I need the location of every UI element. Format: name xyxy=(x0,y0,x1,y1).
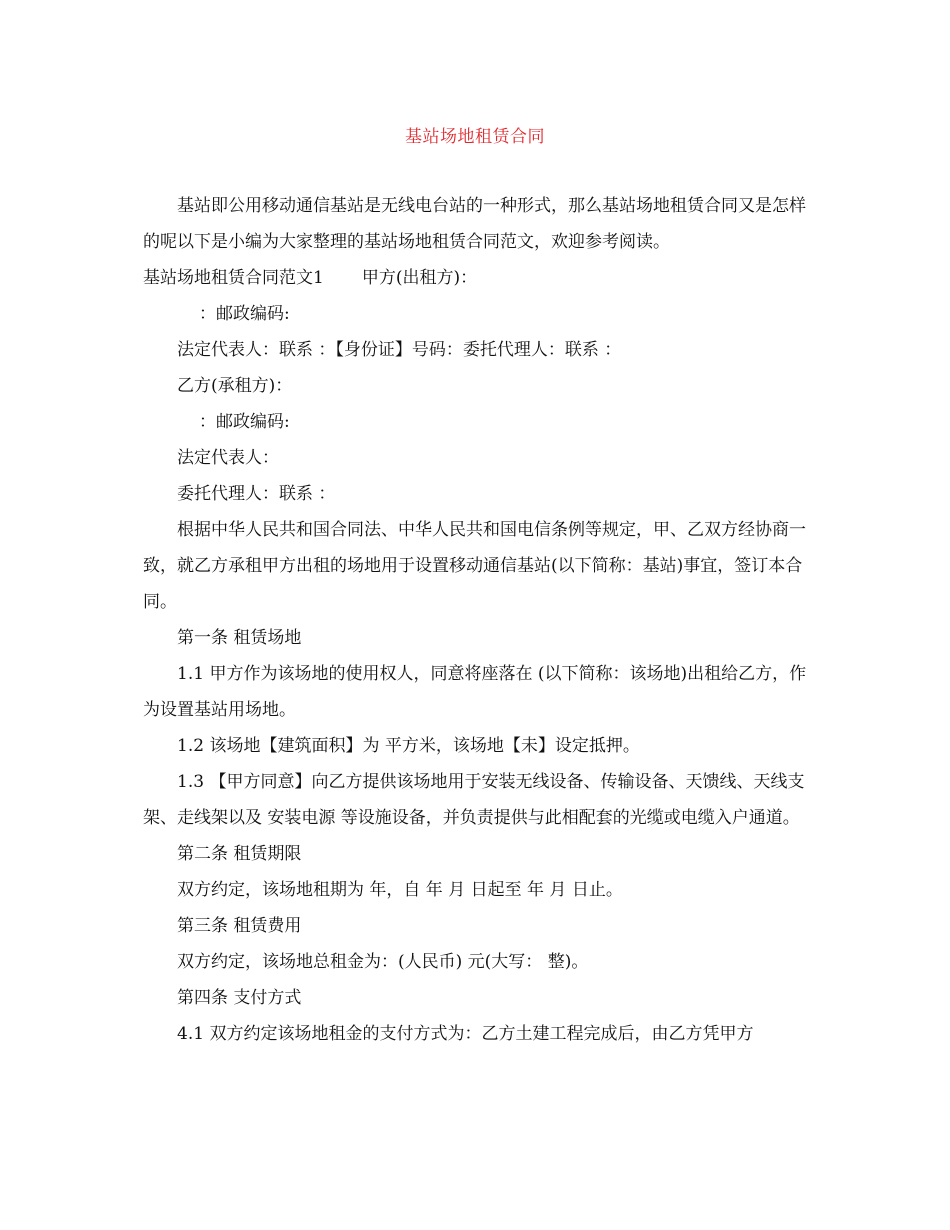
article-1-heading: 第一条 租赁场地 xyxy=(177,628,302,648)
paragraph-sample-heading xyxy=(143,260,815,296)
paragraph-party-b-representative: 法定代表人： xyxy=(177,448,279,468)
paragraph-rent: 双方约定，该场地总租金为：(人民币) 元(大写： 整)。 xyxy=(177,952,589,972)
article-4-heading: 第四条 支付方式 xyxy=(177,988,302,1008)
document-body xyxy=(143,188,815,1052)
paragraph-party-b-label: 乙方(承租方)： xyxy=(177,376,293,396)
clause-4-1: 4.1 双方约定该场地租金的支付方式为：乙方土建工程完成后，由乙方凭甲方 xyxy=(177,1024,754,1044)
party-a-label: 甲方(出租方)： xyxy=(361,268,478,288)
clause-1-1: 1.1 甲方作为该场地的使用权人，同意将座落在 (以下简称：该场地)出租给乙方，作为设置基站用场地。 xyxy=(143,664,807,720)
paragraph-party-a-postcode: ：邮政编码: xyxy=(199,304,290,324)
article-3-heading: 第三条 租赁费用 xyxy=(177,916,302,936)
paragraph-intro: 基站即公用移动通信基站是无线电台站的一种形式，那么基站场地租赁合同又是怎样的呢以下是小编为大家整理的基站场地租赁合同范文，欢迎参考阅读。 xyxy=(143,196,806,252)
document-title: 基站场地租赁合同 xyxy=(405,127,545,147)
paragraph-lease-term: 双方约定，该场地租期为 年，自 年 月 日起至 年 月 日止。 xyxy=(177,880,623,900)
paragraph-legal-basis: 根据中华人民共和国合同法、中华人民共和国电信条例等规定，甲、乙双方经协商一致，就乙方承租甲方出租的场地用于设置移动通信基站(以下简称：基站)事宜，签订本合同。 xyxy=(143,520,806,612)
article-2-heading: 第二条 租赁期限 xyxy=(177,844,302,864)
paragraph-party-b-postcode: ：邮政编码: xyxy=(199,412,290,432)
paragraph-party-a-representative: 法定代表人：联系 ：【身份证】号码：委托代理人：联系 ： xyxy=(177,340,622,360)
paragraph-party-b-agent: 委托代理人：联系 ： xyxy=(177,484,336,504)
clause-1-2: 1.2 该场地【建筑面积】为 平方米，该场地【未】设定抵押。 xyxy=(177,736,640,756)
sample-title: 基站场地租赁合同范文1 xyxy=(143,268,324,288)
clause-1-3: 1.3 【甲方同意】向乙方提供该场地用于安装无线设备、传输设备、天馈线、天线支架、走线架以及 安装电源 等设施设备，并负责提供与此相配套的光缆或电缆入户通道。 xyxy=(143,772,805,828)
